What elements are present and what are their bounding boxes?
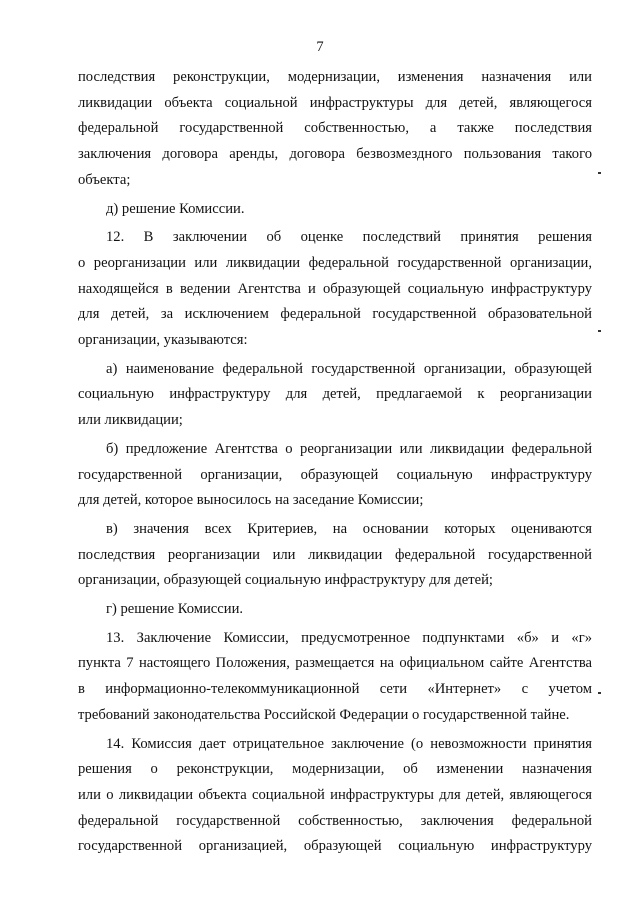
- text-line: требований законодательства Российской Федерации о государственной тайне.: [78, 706, 570, 723]
- paragraph-item-b: [78, 437, 592, 514]
- text-line: государственной организации, образующей социальную инфраструктуру: [78, 466, 592, 483]
- paragraph-item-v: [78, 517, 592, 594]
- scan-speck: [598, 330, 601, 332]
- text-line: в) значения всех Критериев, на основании которых оцениваются: [106, 520, 592, 537]
- text-line: государственной организацией, образующей социальную инфраструктуру: [78, 838, 592, 855]
- text-line: последствия реорганизации или ликвидации федеральной государственной: [78, 546, 592, 563]
- text-line: в информационно-телекоммуникационной сети «Интернет» с учетом: [78, 681, 592, 698]
- text-line: объекта;: [78, 171, 131, 188]
- text-line: последствия реконструкции, модернизации, изменения назначения или: [78, 69, 592, 85]
- paragraph-item-g: [78, 597, 592, 623]
- text-line: 13. Заключение Комиссии, предусмотренное подпунктами «б» и «г»: [106, 629, 592, 646]
- text-line: а) наименование федеральной государственной организации, образующей: [106, 360, 592, 377]
- scan-speck: [598, 692, 601, 694]
- text-line: для детей, за исключением федеральной государственной образовательной: [78, 306, 592, 323]
- text-line: или ликвидации;: [78, 412, 183, 429]
- paragraph-14: [78, 732, 592, 861]
- text-line: б) предложение Агентства о реорганизации или ликвидации федеральной: [106, 440, 592, 457]
- document-body: [78, 65, 592, 860]
- text-line: находящейся в ведении Агентства и образующей социальную инфраструктуру: [78, 280, 592, 297]
- page-number: 7: [316, 39, 324, 55]
- text-line: организации, указываются:: [78, 332, 248, 349]
- text-line: 14. Комиссия дает отрицательное заключение (о невозможности принятия: [106, 735, 592, 752]
- text-line: социальную инфраструктуру для детей, предлагаемой к реорганизации: [78, 386, 592, 403]
- text-line: ликвидации объекта социальной инфраструктуры для детей, являющегося: [78, 94, 592, 111]
- text-line: г) решение Комиссии.: [106, 601, 244, 618]
- text-line: решения о реконструкции, модернизации, об изменении назначения: [78, 761, 592, 778]
- paragraph-continuation: [78, 65, 592, 194]
- text-line: о реорганизации или ликвидации федеральной государственной организации,: [78, 254, 592, 271]
- text-line: заключения договора аренды, договора безвозмездного пользования такого: [78, 146, 592, 163]
- paragraph-12: [78, 225, 592, 354]
- text-line: федеральной государственной собственностью, заключения федеральной: [78, 812, 592, 829]
- text-line: пункта 7 настоящего Положения, размещается на официальном сайте Агентства: [78, 655, 592, 672]
- text-line: или о ликвидации объекта социальной инфраструктуры для детей, являющегося: [78, 786, 592, 803]
- text-line: д) решение Комиссии.: [106, 200, 245, 217]
- text-line: федеральной государственной собственностью, а также последствия: [78, 120, 592, 137]
- paragraph-item-d: [78, 197, 592, 223]
- text-line: организации, образующей социальную инфраструктуру для детей;: [78, 572, 493, 589]
- text-line: для детей, которое выносилось на заседание Комиссии;: [78, 492, 424, 509]
- scan-speck: [598, 172, 601, 174]
- paragraph-13: [78, 626, 592, 729]
- paragraph-item-a: [78, 357, 592, 434]
- text-line: 12. В заключении об оценке последствий принятия решения: [106, 229, 592, 246]
